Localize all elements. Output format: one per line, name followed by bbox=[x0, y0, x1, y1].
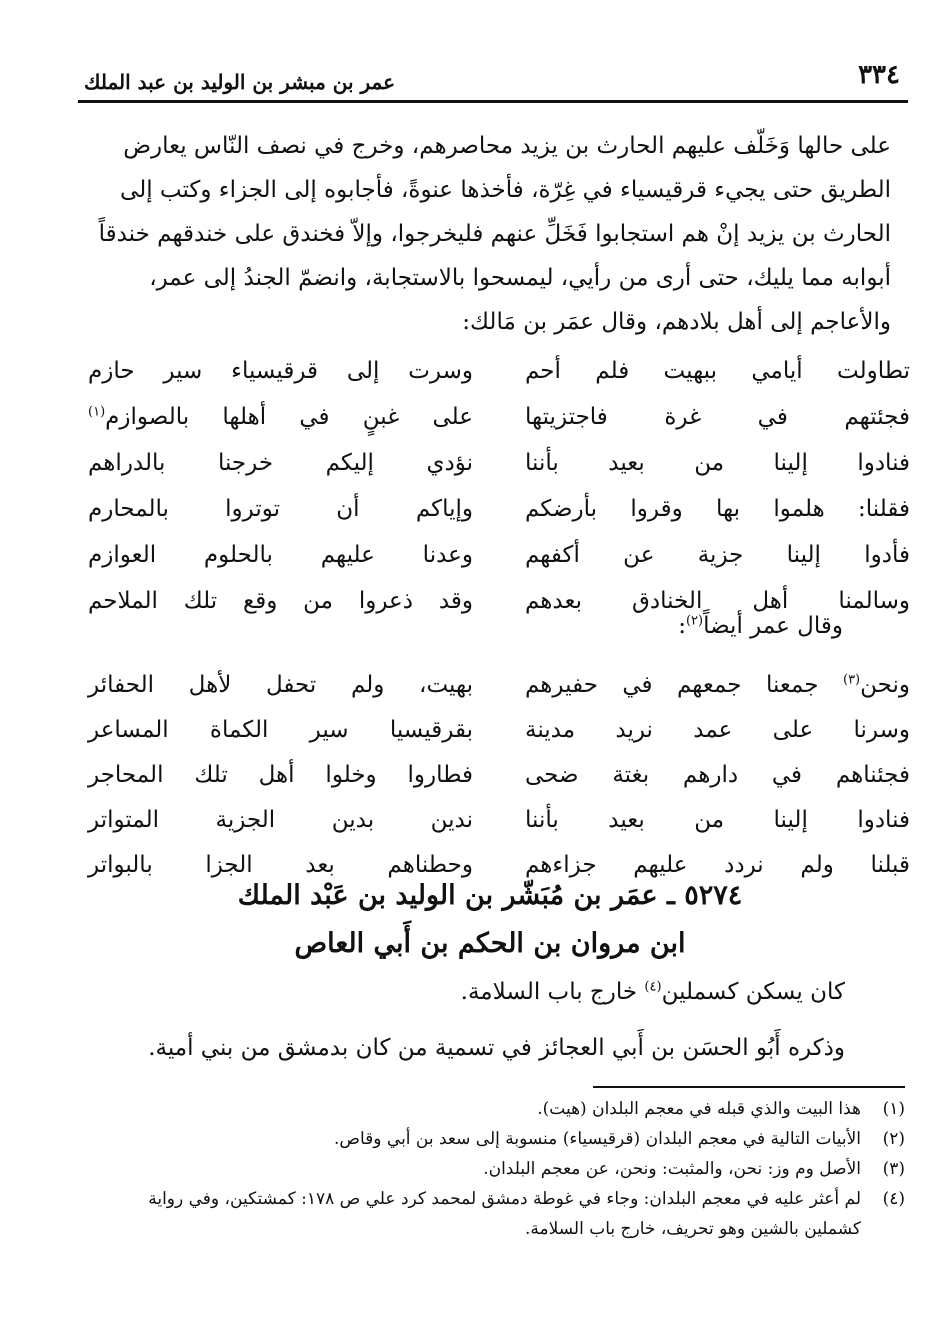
footnote-continuation: كشملين بالشين وهو تحريف، خارج باب السلامة. bbox=[524, 1219, 861, 1239]
verse-row bbox=[80, 486, 910, 532]
intro-line: الحارث بن يزيد إنْ هم استجابوا فَخَلِّ عنهم فليخرجوا، وإلاّ فخندق على خندقهم خندقاً bbox=[98, 221, 891, 247]
verse-row bbox=[80, 348, 910, 394]
footnote bbox=[65, 1154, 905, 1184]
verse-second-hemistich: وعدنا عليهم بالحلوم العوازم bbox=[88, 542, 473, 568]
running-title: عمر بن مبشر بن الوليد بن عبد الملك bbox=[84, 70, 396, 94]
footnote-text: الأصل وم وز: نحن، والمثبت: ونحن، عن معجم البلدان. bbox=[483, 1159, 861, 1179]
footnote-marker: (١) bbox=[88, 404, 106, 420]
poem-first bbox=[80, 348, 910, 624]
verse-row bbox=[80, 394, 910, 440]
verse-first-hemistich bbox=[525, 662, 910, 708]
intro-paragraph bbox=[71, 124, 891, 344]
hemistich-text: ونحن bbox=[860, 672, 910, 698]
verse-first-hemistich: وسرنا على عمد نريد مدينة bbox=[525, 717, 910, 743]
verse-first-hemistich: فقلنا: هلموا بها وقروا بأرضكم bbox=[525, 496, 910, 522]
footnote-text: الأبيات التالية في معجم البلدان (قرقيسياء) منسوبة إلى سعد بن أبي وقاص. bbox=[334, 1129, 861, 1149]
entry-heading-continued: ابن مروان بن الحكم بن أَبي العاص bbox=[294, 928, 686, 959]
poem-second bbox=[80, 662, 910, 887]
intro-line: على حالها وَخَلّف عليهم الحارث بن يزيد محاصرهم، وخرج في نصف النّاس يعارض bbox=[123, 133, 891, 159]
footnote-number: (٣) bbox=[882, 1159, 905, 1179]
verse-second-hemistich: فطاروا وخلوا أهل تلك المحاجر bbox=[88, 762, 473, 788]
footnote-number: (٤) bbox=[882, 1189, 905, 1209]
page-number: ٣٣٤ bbox=[858, 60, 900, 90]
verse-row bbox=[80, 532, 910, 578]
footnote bbox=[65, 1184, 905, 1214]
verse-first-hemistich: وسالمنا أهل الخنادق بعدهم bbox=[525, 588, 910, 614]
footnote-text: لم أعثر عليه في معجم البلدان: وجاء في غوطة دمشق لمحمد كرد علي ص ١٧٨: كمشتكين، وفي رواية bbox=[148, 1189, 861, 1209]
verse-second-hemistich: وقد ذعروا من وقع تلك الملاحم bbox=[88, 588, 473, 614]
entry-text-line: وذكره أَبُو الحسَن بن أَبي العجائز في تسمية من كان بدمشق من بني أمية. bbox=[148, 1035, 845, 1061]
footnote-marker: (٤) bbox=[644, 979, 662, 995]
verse-row bbox=[80, 440, 910, 486]
verse-first-hemistich: قبلنا ولم نردد عليهم جزاءهم bbox=[525, 852, 910, 878]
verse-first-hemistich: تطاولت أيامي ببهيت فلم أحم bbox=[525, 358, 910, 384]
verse-second-hemistich: بقرقيسيا سير الكماة المساعر bbox=[88, 717, 473, 743]
intro-line: أبوابه مما يليك، حتى أرى من رأيي، ليمسحوا بالاستجابة، وانضمّ الجندُ إلى عمر، bbox=[149, 265, 891, 291]
verse-first-hemistich: فأدوا إلينا جزية عن أكفهم bbox=[525, 542, 910, 568]
verse-second-hemistich: نؤدي إليكم خرجنا بالدراهم bbox=[88, 450, 473, 476]
verse-first-hemistich: فجئتهم في غرة فاجتزيتها bbox=[525, 404, 910, 430]
verse-row bbox=[80, 797, 910, 842]
footnote-text: هذا البيت والذي قبله في معجم البلدان (هيت). bbox=[537, 1099, 861, 1119]
verse-second-hemistich: وإياكم أن توتروا بالمحارم bbox=[88, 496, 473, 522]
footnote bbox=[65, 1094, 905, 1124]
intro-line: الطريق حتى يجيء قرقيسياء في غِرّة، فأخذها عنوةً، فأجابوه إلى الجزاء وكتب إلى bbox=[120, 177, 891, 203]
header-rule bbox=[78, 100, 908, 103]
footnote bbox=[65, 1124, 905, 1154]
entry-text: كان يسكن كسملين bbox=[661, 979, 845, 1005]
verse-first-hemistich: فنادوا إلينا من بعيد بأننا bbox=[525, 807, 910, 833]
poem-intro-colon: : bbox=[678, 613, 686, 639]
entry-text-line bbox=[461, 970, 845, 1014]
verse-second-hemistich bbox=[88, 394, 473, 440]
verse-row bbox=[80, 662, 910, 707]
verse-first-hemistich: فنادوا إلينا من بعيد بأننا bbox=[525, 450, 910, 476]
verse-second-hemistich: ندين بدين الجزية المتواتر bbox=[88, 807, 473, 833]
intro-line: والأعاجم إلى أهل بلادهم، وقال عمَر بن مَالك: bbox=[462, 309, 891, 335]
entry-text-rest: خارج باب السلامة. bbox=[460, 979, 645, 1005]
verse-first-hemistich: فجئناهم في دارهم بغتة ضحى bbox=[525, 762, 910, 788]
page-header bbox=[78, 58, 908, 98]
verse-row bbox=[80, 707, 910, 752]
footnote-marker: (٣) bbox=[842, 672, 861, 688]
verse-row bbox=[80, 752, 910, 797]
poem-intro-line bbox=[678, 606, 843, 646]
footnote-marker: (٢) bbox=[685, 613, 704, 629]
verse-second-hemistich: بهيت، ولم تحفل لأهل الحفائر bbox=[88, 672, 473, 698]
footnote-number: (٢) bbox=[882, 1129, 905, 1149]
hemistich-text: على غبنٍ في أهلها بالصوازم bbox=[105, 404, 473, 430]
poem-intro-text: وقال عمر أيضاً bbox=[703, 613, 843, 639]
verse-second-hemistich: وحطناهم بعد الجزا بالبواتر bbox=[88, 852, 473, 878]
footnote-number: (١) bbox=[882, 1099, 905, 1119]
footnotes bbox=[65, 1094, 905, 1244]
entry-heading: ٥٢٧٤ ـ عمَر بن مُبَشّر بن الوليد بن عَبْد الملك bbox=[237, 880, 743, 911]
verse-second-hemistich: وسرت إلى قرقيسياء سير حازم bbox=[88, 358, 473, 384]
footnote-rule bbox=[593, 1086, 905, 1088]
hemistich-text-rest: جمعنا جمعهم في حفيرهم bbox=[525, 672, 843, 698]
